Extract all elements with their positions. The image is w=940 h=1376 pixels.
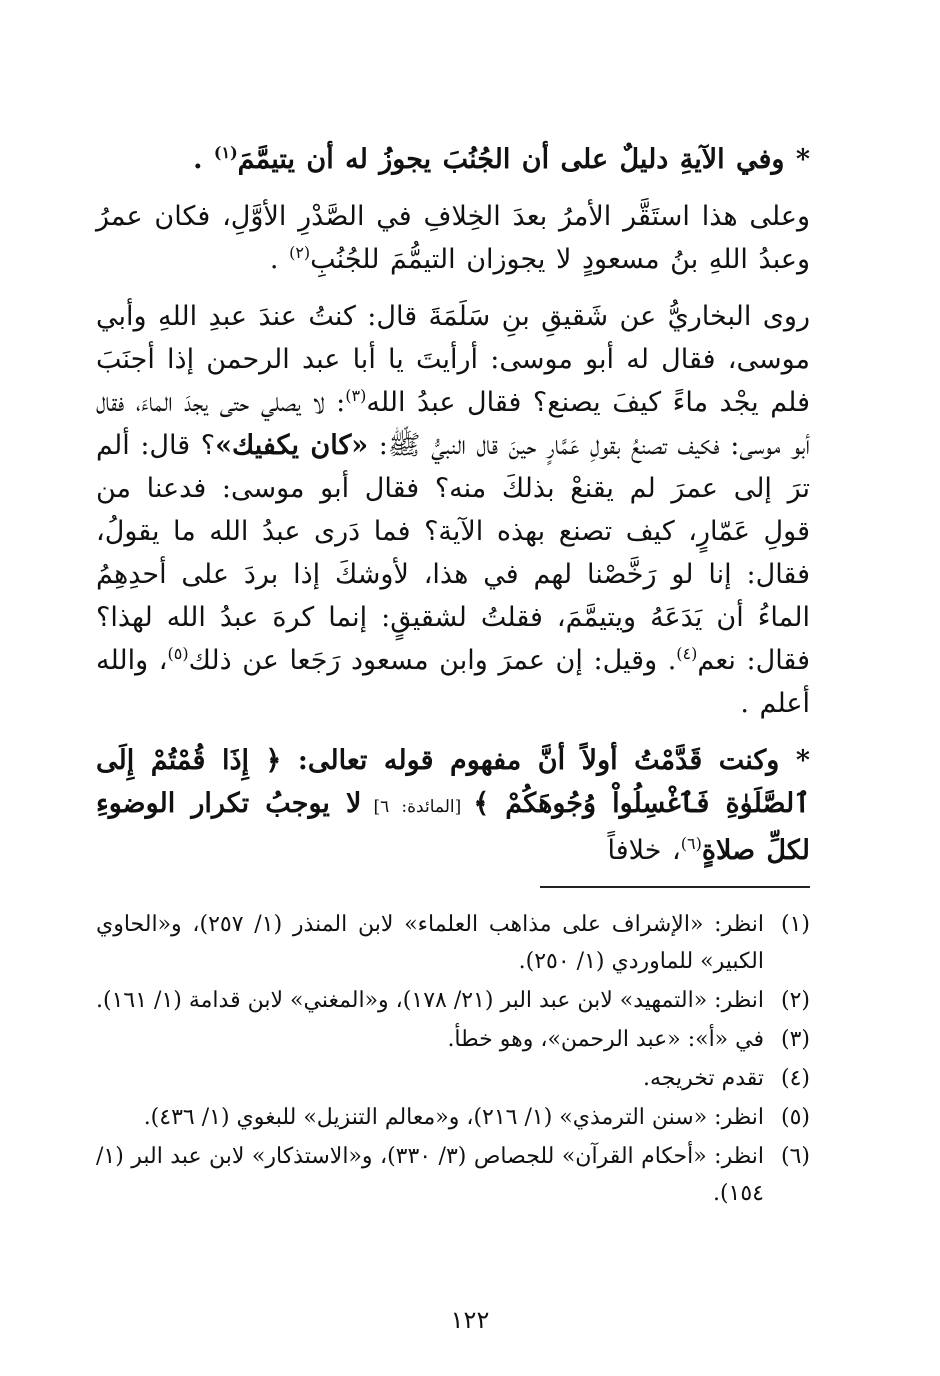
footnote (96, 1021, 810, 1058)
footnote-ref[interactable]: (١) (213, 143, 238, 162)
page-body (96, 128, 810, 1328)
footnote-text: انظر: «أحكام القرآن» للجصاص (٣/ ٣٣٠)، و«الاستذكار» لابن عبد البر (١/ ١٥٤). (96, 1144, 764, 1206)
footnote-text: انظر: «التمهيد» لابن عبد البر (٢١/ ١٧٨)، و«المغني» لابن قدامة (١/ ١٦١). (96, 988, 764, 1013)
footnote-divider (540, 886, 810, 888)
footnote-text: في «أ»: «عبد الرحمن»، وهو خطأ. (447, 1027, 764, 1052)
quran-verse: * وكنت قَدَّمْتُ أولاً أنَّ مفهوم قوله تعالى: ﴿ إِذَا قُمْتُمْ إِلَى ٱلصَّلَوٰةِ فَٱغْسِلُواْ وُجُوهَكُمْ ﴾ (96, 745, 811, 819)
footnote-ref[interactable]: (٦) (680, 834, 702, 853)
paragraph-hadith: روى البخاريُّ عن شَقيقِ بنِ سَلَمَةَ قال: كنتُ عندَ عبدِ اللهِ وأبي موسى، فقال له أبو موسى: أرأيتَ يا أبا عبد الرحمن إذا أجنَبَ فلم يجْد ماءً كيفَ يصنع؟ فقال عبدُ الله$^{(٣)}$: لا يصلي حتى يجدَ الماءَ، فقال أبو موسى: فكيف تصنعُ بقولِ عَمَّارٍ حينَ قال النبيُّ ﷺ: «كان يكفيك»؟ قال: ألم ترَ إلى عمرَ لم يقنعْ بذلكَ منه؟ فقال أبو موسى: فدعنا من قولِ عَمّارٍ، كيف تصنع بهذه الآية؟ فما دَرى عبدُ الله ما يقولُ، فقال: إنا لو رَخَّصْنا لهم في هذا، لأوشكَ إذا بردَ على أحدِهِمُ الماءُ أن يَدَعَهُ ويتيمَّمَ، فقلتُ لشقيقٍ: إنما كرهَ عبدُ الله لهذا؟ فقال: نعم$^{(٤)}$. وقيل: إن عمرَ وابن مسعود رَجَعا عن ذلك$^{(٥)}$، والله أعلم . (96, 301, 811, 719)
page-number: ١٢٢ (450, 1306, 490, 1334)
footnote-number: (٥) (780, 1105, 810, 1130)
footnote-ref[interactable]: (٥) (167, 644, 189, 663)
footnote (96, 1099, 810, 1136)
footnote (96, 906, 810, 980)
footnote-ref[interactable]: (٣) (345, 386, 367, 405)
footnote (96, 982, 810, 1019)
footnote-number: (١) (780, 912, 810, 937)
verse-citation: [المائدة: ٦] (361, 797, 474, 817)
footnote-number: (٦) (780, 1144, 810, 1169)
hadith-quote: «كان يكفيك» (215, 430, 369, 461)
footnote (96, 1138, 810, 1212)
paragraph-tayammum-janabah: * وفي الآيةِ دليلٌ على أن الجُنُبَ يجوزُ له أن يتيمَّمَ$^{(١)}$ . (193, 143, 810, 175)
footnote-text: انظر: «سنن الترمذي» (١/ ٢١٦)، و«معالم التنزيل» للبغوي (١/ ٤٣٦). (143, 1105, 764, 1130)
footnotes (96, 906, 810, 1212)
footnote-ref[interactable]: (٤) (676, 644, 698, 663)
footnote-number: (٢) (780, 988, 810, 1013)
footnote-number: (٤) (780, 1066, 810, 1091)
paragraph-wudu: * وكنت قَدَّمْتُ أولاً أنَّ مفهوم قوله تعالى: ﴿ إِذَا قُمْتُمْ إِلَى ٱلصَّلَوٰةِ فَٱغْسِلُواْ وُجُوهَكُمْ ﴾ [المائدة: ٦] لا يوجبُ تكرار الوضوءِ لكلِّ صلاةٍ$^{(٦)}$، خلافاً (96, 745, 811, 866)
footnote-text: انظر: «الإشراف على مذاهب العلماء» لابن المنذر (١/ ٢٥٧)، و«الحاوي الكبير» للماوردي (١/ ٢٥٠). (96, 912, 765, 974)
footnote-number: (٣) (780, 1027, 810, 1052)
footnote-ref[interactable]: (٢) (289, 243, 311, 262)
paragraph-dispute: وعلى هذا استَقَّر الأمرُ بعدَ الخِلافِ في الصَّدْرِ الأوَّلِ، فكان عمرُ وعبدُ اللهِ بنُ مسعودٍ لا يجوزان التيمُّمَ للجُنُبِ$^{(٢)}$ . (96, 201, 810, 275)
footnote-text: تقدم تخريجه. (643, 1066, 764, 1091)
footnote (96, 1060, 810, 1097)
